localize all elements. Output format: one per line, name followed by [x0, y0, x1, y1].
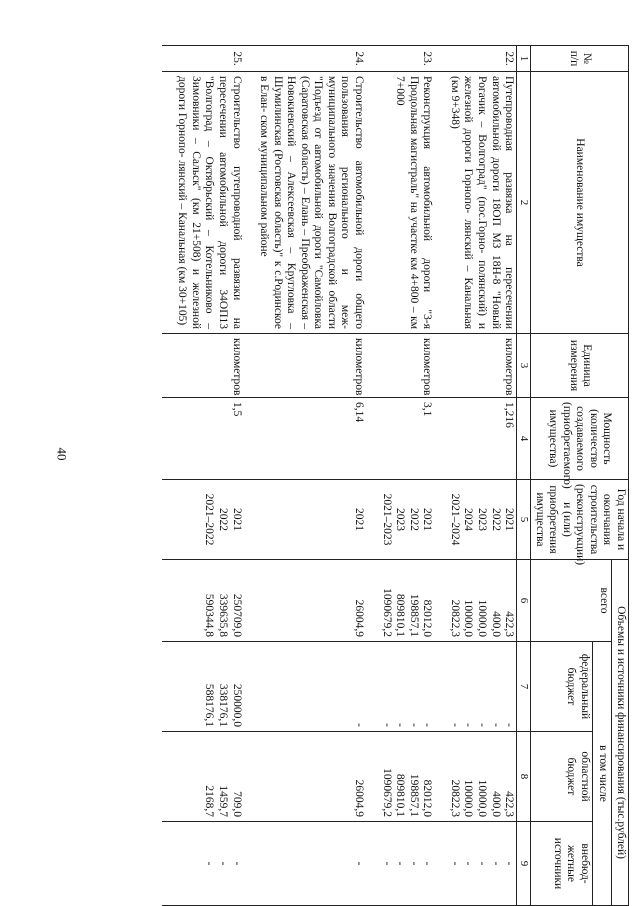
regional-cell — [256, 732, 367, 822]
financing-table-container — [109, 45, 629, 905]
years-cell-value: 2021 — [353, 508, 366, 531]
spacer-cell — [434, 822, 446, 906]
column-number: 5 — [517, 480, 531, 560]
years-cell — [174, 480, 244, 560]
federal-cell-value: - — [462, 723, 475, 727]
offbudget-cell-value: - — [203, 861, 216, 866]
offbudget-cell-value: - — [380, 861, 393, 866]
regional-cell-value: 10000,0 — [475, 779, 488, 817]
offbudget-cell-value: - — [448, 861, 461, 866]
header-offbudget: внебюд- жетные источники — [531, 822, 593, 906]
spacer-cell — [366, 560, 378, 642]
years-cell-value: 2022 — [216, 508, 229, 531]
federal-cell-value: 338176,1 — [216, 683, 229, 727]
years-cell-value: 2021–2024 — [448, 493, 461, 546]
offbudget-cell-value: - — [421, 861, 434, 866]
column-number: 2 — [517, 72, 531, 334]
regional-cell-value: 82012,0 — [421, 779, 434, 817]
years-cell-value: 2021 — [230, 508, 243, 531]
spacer-cell — [162, 822, 174, 906]
offbudget-cell-value: - — [394, 861, 407, 866]
federal-cell-value: - — [503, 723, 516, 727]
spacer-cell — [162, 732, 174, 822]
object-name: Путепроводная развязка на пересечении автомобильной дороги 18ОП МЗ 18Н-8 "Новый Рогачик – Волгоград" (пос.Горно- полянский) и железной дороги Горнопо- лянский – Канальная (км 9+348) — [446, 72, 516, 334]
offbudget-cell-value: - — [407, 861, 420, 866]
spacer-cell — [434, 72, 446, 334]
offbudget-cell-value: - — [353, 861, 366, 866]
total-cell-value: 198857,1 — [407, 593, 420, 637]
financing-table — [162, 45, 629, 906]
spacer-cell — [366, 480, 378, 560]
object-name: Строительство автомобильной дороги общего пользования регионального и меж- муниципального значения Волгоградской области "Подъезд от автомобильной дороги "Самойловка (Саратовская область) – Елань – Преображенская – Новокиевский – Алексеевская – Кругловка – Шумилинская (Ростовская область)" к с.Родинское в Елан- ском муниципальном районе — [256, 72, 367, 334]
total-cell-value: 10000,0 — [475, 599, 488, 637]
spacer-cell — [244, 480, 256, 560]
federal-cell-value: - — [489, 723, 502, 727]
total-cell-value: 809810,1 — [394, 593, 407, 637]
spacer-cell — [434, 334, 446, 398]
spacer-cell — [366, 334, 378, 398]
years-cell-value: 2022 — [407, 508, 420, 531]
regional-cell-value: 709,0 — [230, 791, 243, 817]
page-number: 40 — [54, 447, 70, 461]
row-spacer — [366, 46, 378, 906]
table-body — [162, 46, 517, 906]
spacer-cell — [162, 480, 174, 560]
total-cell-value: 82012,0 — [421, 599, 434, 637]
offbudget-cell-value: - — [489, 861, 502, 866]
row-number: 23. — [378, 46, 434, 72]
column-number: 9 — [517, 822, 531, 906]
column-numbers-row — [517, 46, 531, 906]
federal-cell-value: - — [407, 723, 420, 727]
total-cell-value: 1090679,2 — [380, 588, 393, 637]
spacer-cell — [162, 560, 174, 642]
years-cell-value: 2021 — [421, 508, 434, 531]
offbudget-cell-value: - — [462, 861, 475, 866]
regional-cell-value: 1090679,2 — [380, 768, 393, 817]
spacer-cell — [366, 72, 378, 334]
spacer-cell — [434, 732, 446, 822]
column-number: 1 — [517, 46, 531, 72]
total-cell — [256, 560, 367, 642]
total-cell — [446, 560, 516, 642]
header-including: в том числе — [593, 642, 612, 906]
row-number: 24. — [256, 46, 367, 72]
federal-cell — [256, 642, 367, 732]
years-cell — [256, 480, 367, 560]
column-number: 7 — [517, 642, 531, 732]
federal-cell-value: - — [353, 723, 366, 727]
years-cell-value: 2021 — [503, 508, 516, 531]
years-cell-value: 2024 — [462, 508, 475, 531]
spacer-cell — [434, 46, 446, 72]
years-cell — [446, 480, 516, 560]
spacer-cell — [162, 334, 174, 398]
offbudget-cell-value: - — [503, 861, 516, 866]
total-cell-value: 20822,3 — [448, 599, 461, 637]
spacer-cell — [366, 642, 378, 732]
total-cell-value: 339635,8 — [216, 593, 229, 637]
row-spacer — [162, 46, 174, 906]
table-row — [378, 46, 434, 906]
federal-cell-value: - — [421, 723, 434, 727]
capacity-cell: 3,1 — [378, 398, 434, 480]
spacer-cell — [244, 46, 256, 72]
spacer-cell — [434, 398, 446, 480]
regional-cell-value: 20822,3 — [448, 779, 461, 817]
capacity-cell: 6,14 — [256, 398, 367, 480]
spacer-cell — [366, 46, 378, 72]
offbudget-cell-value: - — [475, 861, 488, 866]
total-cell — [174, 560, 244, 642]
spacer-cell — [244, 334, 256, 398]
spacer-cell — [366, 732, 378, 822]
regional-cell-value: 1459,7 — [216, 785, 229, 817]
unit-cell: километров — [446, 334, 516, 398]
spacer-cell — [244, 732, 256, 822]
column-number: 6 — [517, 560, 531, 642]
federal-cell-value: - — [394, 723, 407, 727]
total-cell-value: 250709,0 — [230, 593, 243, 637]
header-total: всего — [531, 560, 612, 642]
regional-cell-value: 2168,7 — [203, 785, 216, 817]
total-cell-value: 10000,0 — [462, 599, 475, 637]
spacer-cell — [434, 480, 446, 560]
offbudget-cell-value: - — [230, 861, 243, 866]
total-cell-value: 26004,9 — [353, 599, 366, 637]
table-header — [517, 46, 629, 906]
column-number: 8 — [517, 732, 531, 822]
spacer-cell — [366, 822, 378, 906]
spacer-cell — [244, 398, 256, 480]
column-number: 3 — [517, 334, 531, 398]
unit-cell: километров — [378, 334, 434, 398]
spacer-cell — [434, 560, 446, 642]
regional-cell — [174, 732, 244, 822]
regional-cell-value: 422,3 — [503, 791, 516, 817]
total-cell-value: 400,0 — [489, 611, 502, 637]
total-cell — [378, 560, 434, 642]
years-cell-value: 2021–2023 — [380, 493, 393, 546]
capacity-cell: 1,5 — [174, 398, 244, 480]
years-cell-value: 2022 — [489, 508, 502, 531]
table-row — [174, 46, 244, 906]
spacer-cell — [434, 642, 446, 732]
table-row — [446, 46, 516, 906]
spacer-cell — [244, 822, 256, 906]
spacer-cell — [244, 72, 256, 334]
column-number: 4 — [517, 398, 531, 480]
spacer-cell — [244, 642, 256, 732]
header-regional: областной бюджет — [531, 732, 593, 822]
years-cell-value: 2021–2022 — [203, 493, 216, 546]
total-cell-value: 590344,8 — [203, 593, 216, 637]
spacer-cell — [366, 398, 378, 480]
row-spacer — [244, 46, 256, 906]
row-number: 25. — [174, 46, 244, 72]
offbudget-cell-value: - — [216, 861, 229, 866]
header-unit: Единица измерения — [531, 334, 629, 398]
offbudget-cell — [174, 822, 244, 906]
object-name: Строительство путепроводной развязки на пересечении автомобильной дороги 34ОП13 "Волгоград – Октябрьский – Котельниково – Зимовники – Сальск" (км 21+508) и железной дороги Горнопо- лянский – Канальная (км 30+105) — [174, 72, 244, 334]
regional-cell-value: 10000,0 — [462, 779, 475, 817]
capacity-cell: 1,216 — [446, 398, 516, 480]
regional-cell-value: 809810,1 — [394, 773, 407, 817]
object-name: Реконструкция автомобильной дороги "3-я Продольная магистраль" на участке км 4+800 – км 7+000 — [378, 72, 434, 334]
years-cell-value: 2023 — [394, 508, 407, 531]
years-cell — [378, 480, 434, 560]
header-num: № п/п — [531, 46, 629, 72]
header-financing-group: Объемы и источники финансирования (тыс.рублей) — [612, 560, 629, 906]
total-cell-value: 422,3 — [503, 611, 516, 637]
offbudget-cell — [378, 822, 434, 906]
regional-cell-value: 26004,9 — [353, 779, 366, 817]
federal-cell-value: - — [475, 723, 488, 727]
offbudget-cell — [256, 822, 367, 906]
regional-cell-value: 198857,1 — [407, 773, 420, 817]
spacer-cell — [162, 642, 174, 732]
federal-cell-value: 588176,1 — [203, 683, 216, 727]
spacer-cell — [244, 560, 256, 642]
federal-cell-value: - — [448, 723, 461, 727]
regional-cell — [446, 732, 516, 822]
table-row — [256, 46, 367, 906]
regional-cell-value: 400,0 — [489, 791, 502, 817]
regional-cell — [378, 732, 434, 822]
spacer-cell — [162, 398, 174, 480]
federal-cell — [378, 642, 434, 732]
spacer-cell — [162, 46, 174, 72]
row-spacer — [434, 46, 446, 906]
header-capacity: Мощность (количество создаваемого (приобретаемого) имущества) — [531, 398, 629, 480]
federal-cell-value: - — [380, 723, 393, 727]
years-cell-value: 2023 — [475, 508, 488, 531]
federal-cell — [446, 642, 516, 732]
federal-cell — [174, 642, 244, 732]
header-name: Наименование имущества — [531, 72, 629, 334]
row-number: 22. — [446, 46, 516, 72]
unit-cell: километров — [256, 334, 367, 398]
offbudget-cell — [446, 822, 516, 906]
unit-cell: километров — [174, 334, 244, 398]
spacer-cell — [162, 72, 174, 334]
federal-cell-value: 250000,0 — [230, 683, 243, 727]
header-federal: федеральный бюджет — [531, 642, 593, 732]
header-years: Год начала и окончания строительства (реконструкции) и (или) приобретения имущества — [531, 480, 629, 560]
